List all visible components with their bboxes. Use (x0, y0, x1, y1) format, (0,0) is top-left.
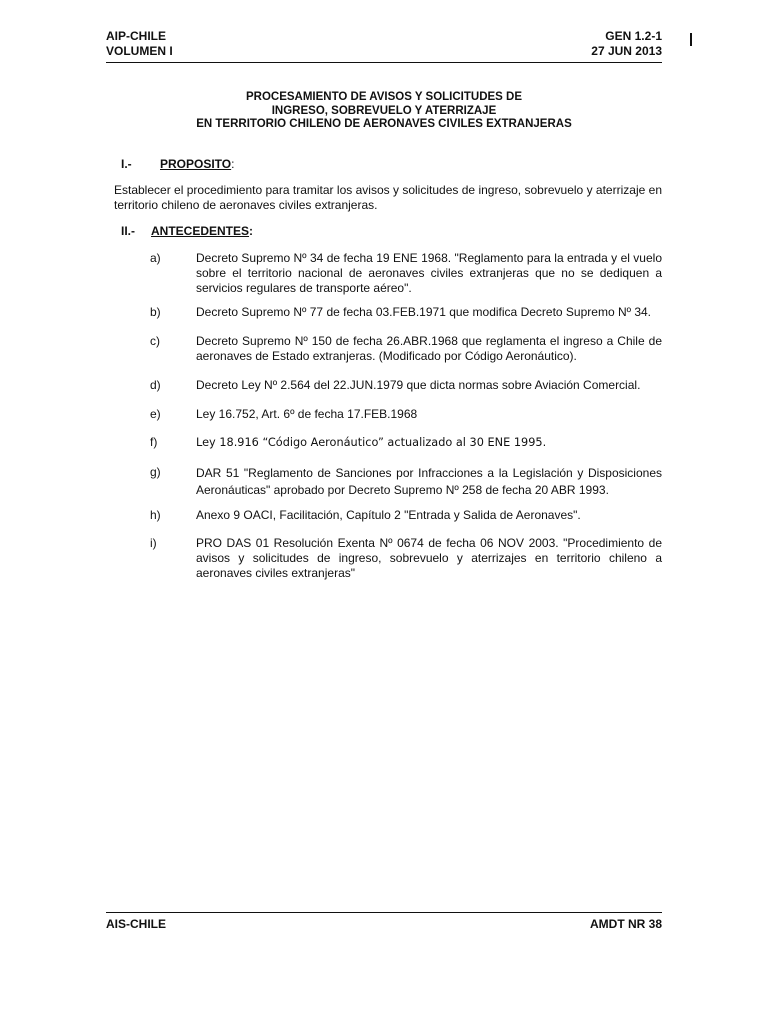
item-label: e) (150, 407, 161, 421)
section-title: PROPOSITO (160, 157, 232, 171)
document-title (106, 91, 662, 132)
item-text: Decreto Supremo Nº 77 de fecha 03.FEB.1971 que modifica Decreto Supremo Nº 34. (196, 305, 652, 319)
page-footer (106, 912, 662, 933)
item-text: Anexo 9 OACI, Facilitación, Capítulo 2 "Entrada y Salida de Aeronaves". (196, 508, 581, 522)
item-text: Decreto Supremo Nº 34 de fecha 19 ENE 1968. "Reglamento para la entrada y el vuelo sobre el territorio nacional de aeronaves civiles extranjeras que no se dediquen a servicios regulares de transporte aéreo". (196, 251, 662, 295)
item-label: b) (150, 305, 161, 319)
section-heading-antecedentes (121, 224, 253, 238)
item-text: Decreto Ley Nº 2.564 del 22.JUN.1979 que dicta normas sobre Aviación Comercial. (196, 378, 641, 392)
section-heading-proposito (121, 157, 234, 171)
section-paragraph: Establecer el procedimiento para tramitar los avisos y solicitudes de ingreso, sobrevuelo y aterrizaje en territorio chileno de aeronaves civiles extranjeras. (114, 183, 662, 212)
section-title: ANTECEDENTES (151, 224, 250, 238)
header-page-ref: GEN 1.2-1 (605, 29, 662, 43)
item-label: f) (150, 435, 158, 449)
item-label: a) (150, 251, 161, 265)
header-date: 27 JUN 2013 (591, 44, 662, 58)
item-text: PRO DAS 01 Resolución Exenta Nº 0674 de fecha 06 NOV 2003. "Procedimiento de avisos y solicitudes de ingreso, sobrevuelo y aterrizajes en territorio chileno a aeronaves civiles extranjeras" (196, 536, 662, 580)
section-number: II.- (121, 224, 135, 238)
item-label: i) (150, 536, 157, 550)
section-number: I.- (121, 157, 132, 171)
section-colon: : (231, 157, 235, 171)
header-volume: VOLUMEN I (106, 44, 173, 58)
title-line: INGRESO, SOBREVUELO Y ATERRIZAJE (271, 104, 497, 117)
title-line: PROCESAMIENTO DE AVISOS Y SOLICITUDES DE (245, 91, 523, 103)
item-text: Ley 16.752, Art. 6º de fecha 17.FEB.1968 (196, 407, 418, 421)
title-line: EN TERRITORIO CHILENO DE AERONAVES CIVILES EXTRANJERAS (196, 118, 572, 130)
item-text: Decreto Supremo Nº 150 de fecha 26.ABR.1968 que reglamenta el ingreso a Chile de aeronaves de Estado extranjeras. (Modificado por Código Aeronáutico). (196, 334, 662, 363)
header-publication: AIP-CHILE (106, 29, 166, 43)
item-label: c) (150, 334, 160, 348)
item-text: Ley 18.916 “Código Aeronáutico” actualizado al 30 ENE 1995. (196, 436, 547, 449)
item-label: h) (150, 508, 161, 522)
footer-amendment: AMDT NR 38 (589, 917, 662, 931)
section-colon: : (249, 224, 254, 238)
amendment-bar (690, 33, 692, 46)
item-text: DAR 51 "Reglamento de Sanciones por Infracciones a la Legislación y Disposiciones Aeronáuticas" aprobado por Decreto Supremo Nº 258 de fecha 20 ABR 1993. (196, 466, 662, 497)
item-label: g) (150, 465, 161, 479)
item-label: d) (150, 378, 161, 392)
page-header (106, 28, 662, 63)
footer-service: AIS-CHILE (106, 917, 166, 931)
